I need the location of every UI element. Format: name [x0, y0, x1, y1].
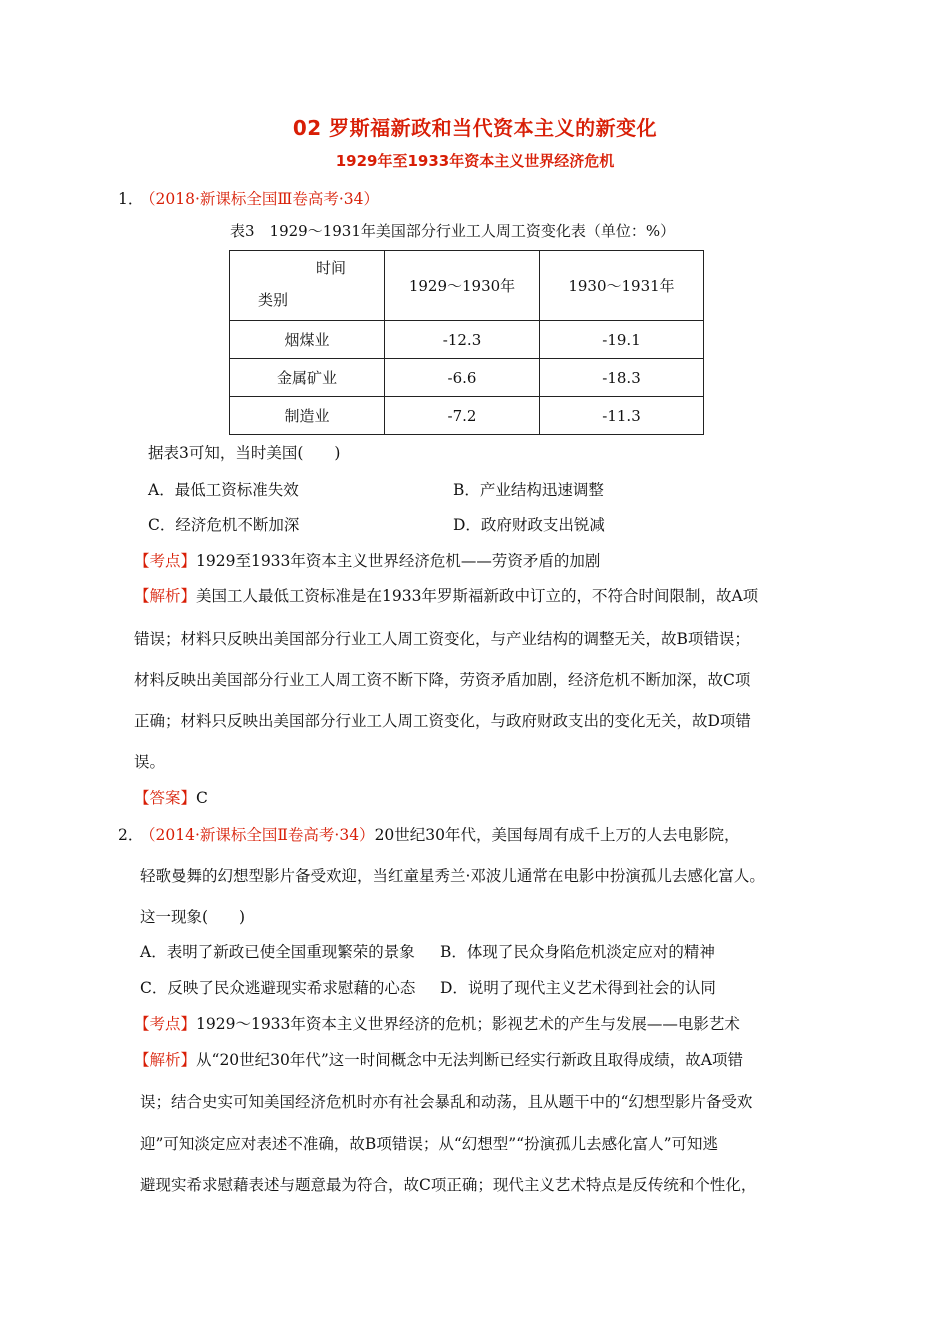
- table-value-cell: -6.6: [385, 359, 540, 397]
- section-subtitle: 1929年至1933年资本主义世界经济危机: [335, 152, 615, 170]
- question-2-jiexi-line: 迎”可知淡定应对表述不准确，故B项错误；从“幻想型”“扮演孤儿去感化富人”可知逃: [140, 1135, 719, 1153]
- header-time-label: 时间: [316, 259, 347, 277]
- kaodian-label: 【考点】: [134, 552, 197, 570]
- table-category-cell: 烟煤业: [230, 321, 385, 359]
- kaodian-text: 1929至1933年资本主义世界经济危机——劳资矛盾的加剧: [196, 552, 601, 570]
- question-2-option-a: A．表明了新政已使全国重现繁荣的景象: [140, 943, 415, 961]
- answer-label: 【答案】: [134, 789, 197, 807]
- jiexi-label: 【解析】: [134, 1051, 197, 1069]
- question-1-option-a: A．最低工资标准失效: [148, 481, 299, 499]
- question-2-jiexi-line: [134, 1048, 743, 1070]
- question-1-jiexi-line: 材料反映出美国部分行业工人周工资不断下降，劳资矛盾加剧，经济危机不断加深，故C项: [134, 671, 751, 689]
- table-value-cell: -18.3: [540, 359, 704, 397]
- jiexi-text: 从“20世纪30年代”这一时间概念中无法判断已经实行新政且取得成绩，故A项错: [196, 1051, 744, 1069]
- question-2-kaodian: [134, 1012, 740, 1034]
- table-header-row: [230, 251, 704, 321]
- table-corner-cell: [230, 251, 385, 321]
- question-1-jiexi-line: 误。: [134, 753, 166, 771]
- table-row: [230, 359, 704, 397]
- question-2-jiexi-line: 避现实希求慰藉表述与题意最为符合，故C项正确；现代主义艺术特点是反传统和个性化，: [140, 1176, 757, 1194]
- question-2-stem-line: 轻歌曼舞的幻想型影片备受欢迎，当红童星秀兰·邓波儿通常在电影中扮演孤儿去感化富人。: [140, 867, 765, 885]
- kaodian-text: 1929～1933年资本主义世界经济的危机；影视艺术的产生与发展——电影艺术: [196, 1015, 740, 1033]
- answer-text: C: [196, 789, 208, 807]
- question-1-kaodian: [134, 549, 600, 571]
- table-caption: 表3 1929～1931年美国部分行业工人周工资变化表（单位：%）: [230, 222, 676, 240]
- question-2-stem-line: [140, 823, 740, 845]
- question-2-jiexi-line: 误；结合史实可知美国经济危机时亦有社会暴乱和动荡，且从题干中的“幻想型影片备受欢: [140, 1093, 753, 1111]
- jiexi-label: 【解析】: [134, 587, 197, 605]
- table-category-cell: 制造业: [230, 397, 385, 435]
- question-1-jiexi-line: [134, 584, 758, 606]
- table-row: [230, 321, 704, 359]
- question-2-number: 2．: [118, 826, 144, 844]
- question-2-source: （2014·新课标全国Ⅱ卷高考·34）: [140, 826, 375, 844]
- jiexi-text: 美国工人最低工资标准是在1933年罗斯福新政中订立的，不符合时间限制，故A项: [196, 587, 759, 605]
- table-value-cell: -19.1: [540, 321, 704, 359]
- table-value-cell: -11.3: [540, 397, 704, 435]
- table-category-cell: 金属矿业: [230, 359, 385, 397]
- question-1-jiexi-line: 错误；材料只反映出美国部分行业工人周工资变化，与产业结构的调整无关，故B项错误；: [134, 630, 750, 648]
- question-2-option-c: C．反映了民众逃避现实希求慰藉的心态: [140, 979, 416, 997]
- table-column-header: 1929～1930年: [385, 251, 540, 321]
- table-row: [230, 397, 704, 435]
- wage-change-table: [229, 250, 704, 435]
- question-1-source: （2018·新课标全国Ⅲ卷高考·34）: [140, 190, 379, 208]
- question-1-stem: 据表3可知，当时美国( ): [148, 444, 341, 462]
- question-1-jiexi-line: 正确；材料只反映出美国部分行业工人周工资变化，与政府财政支出的变化无关，故D项错: [134, 712, 751, 730]
- table-column-header: 1930～1931年: [540, 251, 704, 321]
- kaodian-label: 【考点】: [134, 1015, 197, 1033]
- header-type-label: 类别: [258, 291, 289, 309]
- question-1-option-d: D．政府财政支出锐减: [453, 516, 605, 534]
- question-2-option-b: B．体现了民众身陷危机淡定应对的精神: [440, 943, 715, 961]
- table-value-cell: -7.2: [385, 397, 540, 435]
- question-1-answer: [134, 786, 208, 808]
- question-2-stem-line: 这一现象( ): [140, 908, 246, 926]
- question-1-number: 1．: [118, 190, 144, 208]
- question-1-option-b: B．产业结构迅速调整: [453, 481, 604, 499]
- question-1-option-c: C．经济危机不断加深: [148, 516, 300, 534]
- question-2-stem-text: 20世纪30年代，美国每周有成千上万的人去电影院，: [374, 826, 740, 844]
- table-value-cell: -12.3: [385, 321, 540, 359]
- document-title: 02 罗斯福新政和当代资本主义的新变化: [292, 116, 658, 140]
- question-2-option-d: D．说明了现代主义艺术得到社会的认同: [440, 979, 716, 997]
